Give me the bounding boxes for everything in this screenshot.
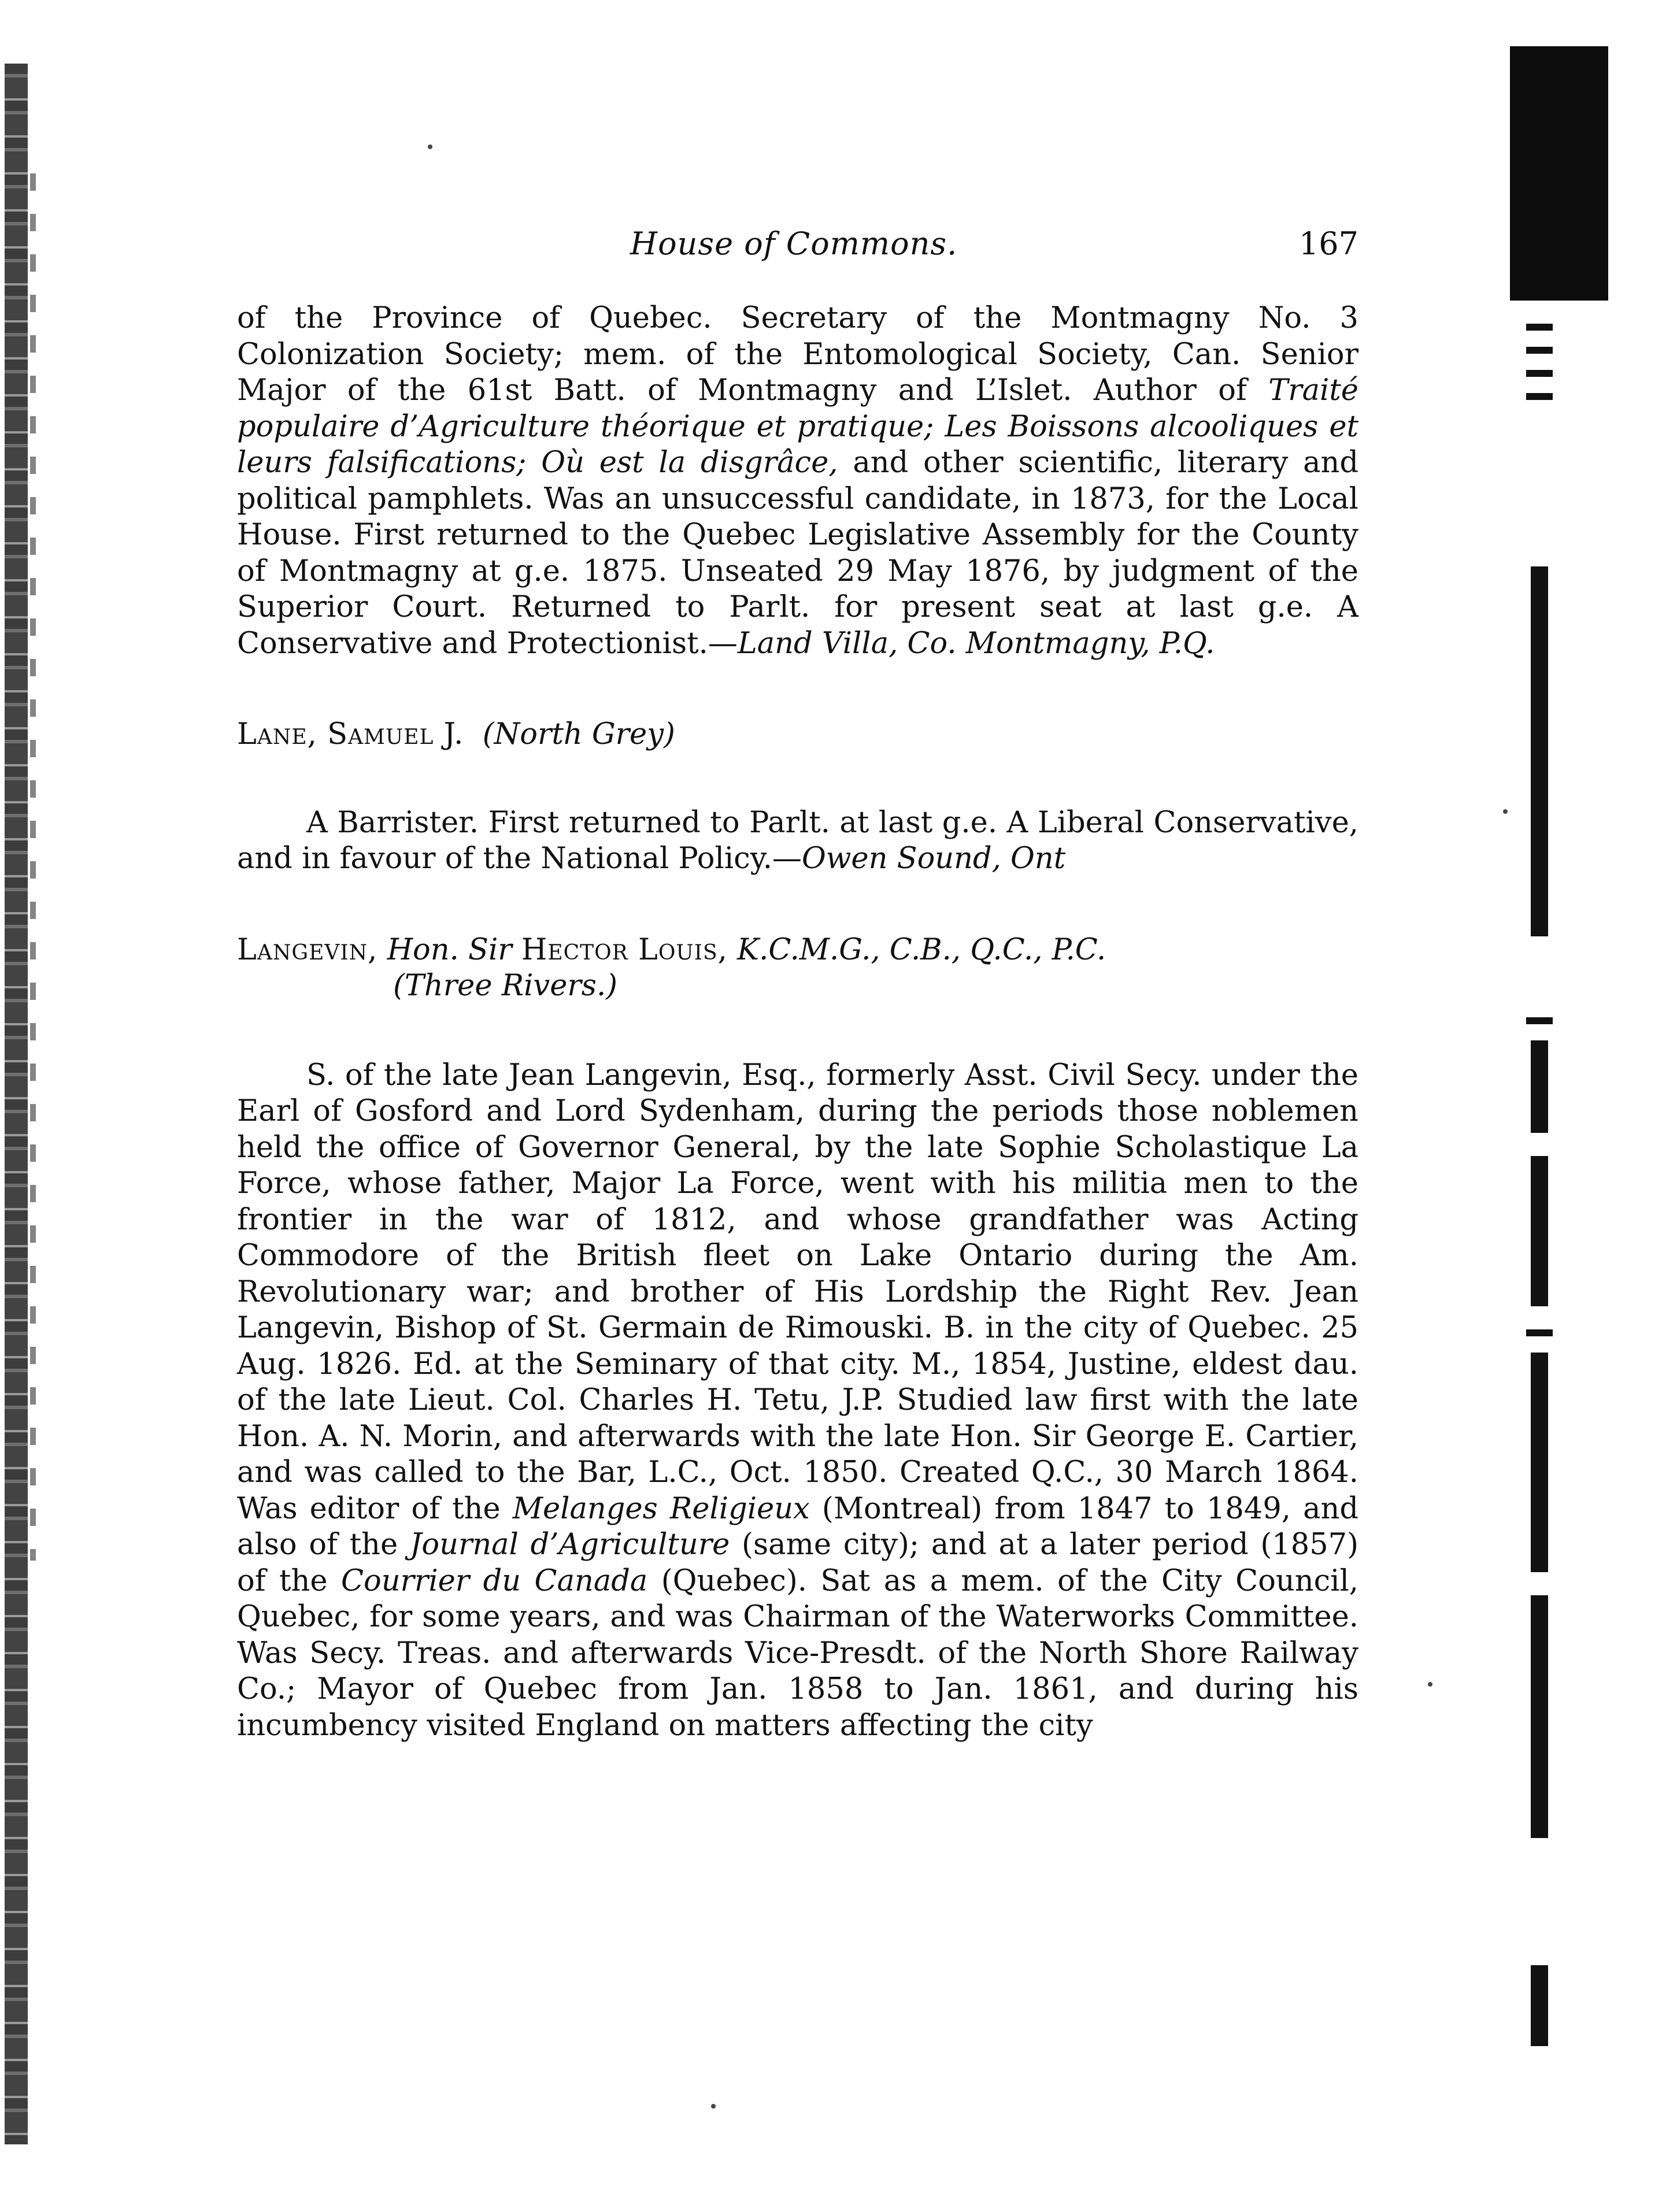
continued-entry-text: and other scientific, literary and political pamphlets. Was an unsuccessful candidate, in 1873, for the Local House. First returned to the Quebec Legislative Assembly for the County of Montmagny at g.e. 1875. Unseated 29 May 1876, by judgment of the Superior Court. Returned to Parlt. for present seat at last g.e. A Conservative and Protectionist.— xyxy=(237,446,1358,661)
entry-heading-langevin-line-2 xyxy=(237,968,1358,1005)
member-constituency: (North Grey) xyxy=(482,717,675,751)
scan-mark-right xyxy=(1531,1156,1548,1306)
publication-title: Melanges Religieux xyxy=(512,1491,810,1526)
continued-entry-text: of the Province of Quebec. Secretary of the Montmagny No. 3 Colonization Society; mem. of the Entomological Society, Can. Senior Major of the 61st Batt. of Montmagny and L’Islet. Author of xyxy=(237,301,1358,407)
member-surname: Langevin, xyxy=(237,932,378,967)
member-name: Lane, Samuel J. xyxy=(237,717,464,751)
scan-mark-right xyxy=(1531,1965,1548,2046)
publication-titles: Traité populaire d’Agriculture théorique et pratique; Les Boissons alcooliques et leurs falsifications; Où est la disgrâce, xyxy=(237,373,1358,480)
scan-mark-right xyxy=(1531,1040,1548,1133)
scan-edge-shadow-left xyxy=(5,64,28,2144)
entry-heading-lane xyxy=(237,717,1358,753)
member-given-names: Hector Louis, xyxy=(521,932,728,967)
page-body xyxy=(237,301,1358,1744)
publication-title: Journal d’Agriculture xyxy=(409,1528,730,1562)
scan-mark-right xyxy=(1531,1595,1548,1838)
entry-paragraph-lane xyxy=(237,805,1358,877)
entry-text: (Quebec). Sat as a mem. of the City Council, Quebec, for some years, and was Chairman of the Waterworks Committee. Was Secy. Treas. and afterwards Vice-Presdt. of the North Shore Railway Co.; Mayor of Quebec from Jan. 1858 to Jan. 1861, and during his incumbency visited England on matters affecting the city xyxy=(237,1563,1358,1743)
continued-entry-paragraph xyxy=(237,301,1358,662)
member-honorific: Hon. Sir xyxy=(387,932,512,967)
entry-address: Land Villa, Co. Montmagny, P.Q. xyxy=(737,626,1215,661)
entry-text: S. of the late Jean Langevin, Esq., formerly Asst. Civil Secy. under the Earl of Gosford and Lord Sydenham, during the periods those noblemen held the office of Governor General, by the late Sophie Scholastique La Force, whose father, Major La Force, went with his militia men to the frontier in the war of 1812, and whose grandfather was Acting Commodore of the British fleet on Lake Ontario during the Am. Revolutionary war; and brother of His Lordship the Right Rev. Jean Langevin, Bishop of St. Germain de Rimouski. B. in the city of Quebec. 25 Aug. 1826. Ed. at the Seminary of that city. M., 1854, Justine, eldest dau. of the late Lieut. Col. Charles H. Tetu, J.P. Studied law first with the late Hon. A. N. Morin, and afterwards with the late Hon. Sir George E. Cartier, and was called to the Bar, L.C., Oct. 1850. Created Q.C., 30 March 1864. Was editor of the xyxy=(237,1058,1358,1526)
page-number: 167 xyxy=(1298,225,1358,262)
page-header xyxy=(260,225,1358,272)
spacer xyxy=(237,753,1358,805)
entry-paragraph-langevin xyxy=(237,1058,1358,1744)
scan-mark-right xyxy=(1526,324,1553,331)
spacer xyxy=(237,1005,1358,1058)
scan-speck xyxy=(428,144,432,149)
scan-mark-right xyxy=(1526,1329,1553,1336)
scan-mark-right xyxy=(1526,370,1553,377)
scan-mark-right xyxy=(1531,1353,1548,1572)
entry-text: (same city); and at a later period (1857) of the xyxy=(237,1528,1358,1598)
scan-speck xyxy=(1428,1682,1432,1687)
scan-edge-marks-left xyxy=(30,173,36,1561)
running-head: House of Commons. xyxy=(630,225,958,262)
member-honours: K.C.M.G., C.B., Q.C., P.C. xyxy=(737,932,1106,967)
member-constituency: (Three Rivers.) xyxy=(393,969,618,1003)
scan-mark-right xyxy=(1531,566,1548,936)
entry-text: (Montreal) from 1847 to 1849, and also of the xyxy=(237,1491,1358,1562)
entry-text: A Barrister. First returned to Parlt. at last g.e. A Liberal Conservative, and in favour of the National Policy.— xyxy=(237,805,1358,876)
scan-speck xyxy=(1503,809,1508,814)
publication-title: Courrier du Canada xyxy=(340,1563,648,1598)
scan-speck xyxy=(711,2104,716,2109)
entry-address: Owen Sound, Ont xyxy=(801,842,1066,876)
spacer xyxy=(237,662,1358,717)
scan-edge-block-right xyxy=(1510,46,1608,301)
spacer xyxy=(237,877,1358,932)
scan-mark-right xyxy=(1526,347,1553,354)
scan-mark-right xyxy=(1526,1017,1553,1024)
scan-mark-right xyxy=(1526,393,1553,400)
entry-heading-langevin xyxy=(237,932,1358,969)
